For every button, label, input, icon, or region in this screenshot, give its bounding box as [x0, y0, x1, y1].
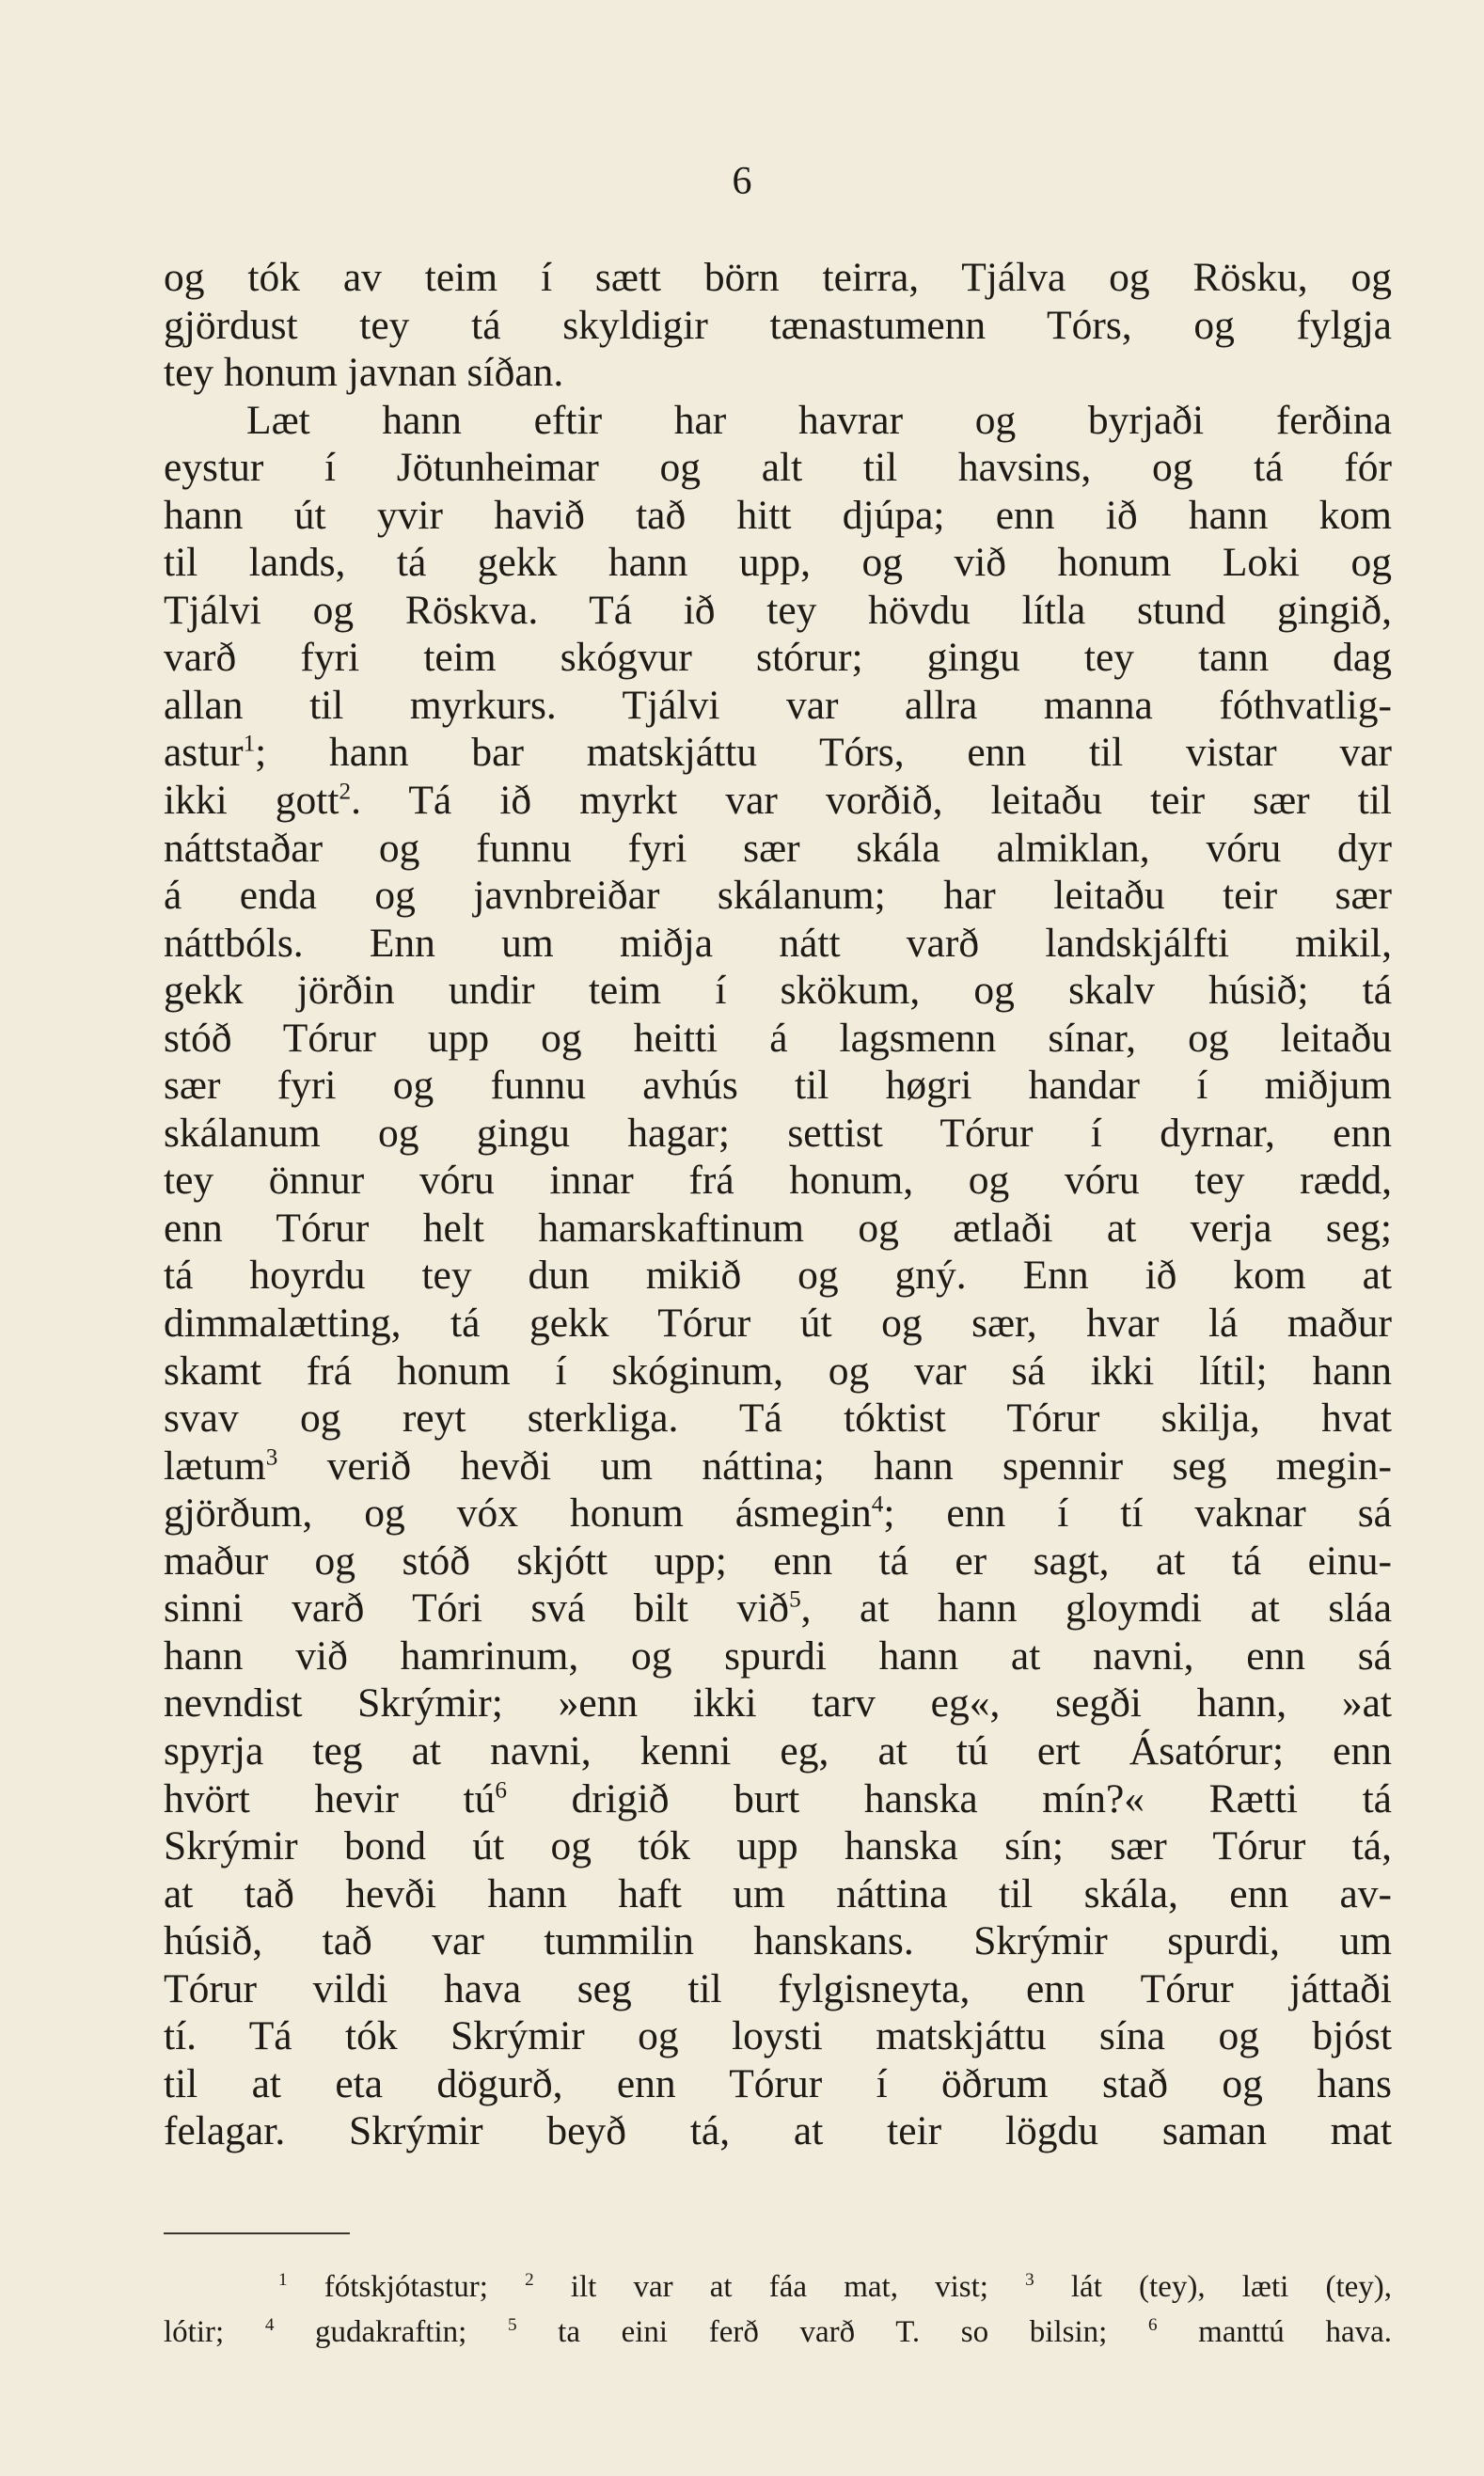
- text-line: ikki gott$^2$. Tá ið myrkt var vorðið, leitaðu teir sær til: [164, 778, 1392, 824]
- text-line: skálanum og gingu hagar; settist Tórur í dyrnar, enn: [164, 1110, 1392, 1156]
- page-number: 6: [732, 160, 752, 203]
- text-line: til lands, tá gekk hann upp, og við honum Loki og: [164, 540, 1392, 586]
- footnote-marker: 3: [1025, 2270, 1034, 2290]
- text-line: Læt hann eftir har havrar og byrjaði ferðina: [246, 397, 1392, 443]
- text-line: sinni varð Tóri svá bilt við$^5$, at hann gloymdi at sláa: [164, 1585, 1392, 1632]
- text-line: á enda og javnbreiðar skálanum; har leitaðu teir sær: [164, 873, 1392, 919]
- text-line: skamt frá honum í skóginum, og var sá ikki lítil; hann: [164, 1348, 1392, 1394]
- text-line: astur$^1$; hann bar matskjáttu Tórs, enn til vistar var: [164, 730, 1392, 776]
- text-line: og tók av teim í sætt börn teirra, Tjálva og Rösku, og: [164, 255, 1392, 300]
- text-line: tey honum javnan síðan.: [164, 350, 564, 396]
- text-line: svav og reyt sterkliga. Tá tóktist Tórur skilja, hvat: [164, 1396, 1392, 1442]
- text-line: varð fyri teim skógvur stórur; gingu tey tann dag: [164, 635, 1392, 681]
- footnote-ref: 1: [243, 731, 256, 757]
- footnote-divider: [164, 2232, 350, 2234]
- text-line: húsið, tað var tummilin hanskans. Skrýmir spurdi, um: [164, 1918, 1392, 1964]
- footnote-ref: 4: [871, 1491, 884, 1518]
- text-line: maður og stóð skjótt upp; enn tá er sagt, at tá einu-: [164, 1538, 1392, 1584]
- text-line: enn Tórur helt hamarskaftinum og ætlaði at verja seg;: [164, 1205, 1392, 1251]
- text-line: allan til myrkurs. Tjálvi var allra manna fóthvatlig-: [164, 682, 1392, 728]
- footnote-marker: 6: [1147, 2315, 1158, 2335]
- footnote-ref: 3: [265, 1444, 278, 1471]
- text-line: Skrýmir bond út og tók upp hanska sín; sær Tórur tá,: [164, 1823, 1392, 1869]
- body-text: [164, 254, 1392, 2155]
- text-line: tey önnur vóru innar frá honum, og vóru tey rædd,: [164, 1158, 1392, 1204]
- text-line: nevndist Skrýmir; »enn ikki tarv eg«, segði hann, »at: [164, 1680, 1392, 1727]
- footnote-line: $^1$ fótskjótastur; $^2$ ilt var at fáa mat, vist; $^3$ lát (tey), læti (tey),: [278, 2270, 1392, 2304]
- footnote-ref: 2: [339, 779, 352, 805]
- text-line: at tað hevði hann haft um náttina til skála, enn av-: [164, 1870, 1392, 1916]
- text-line: gjörðum, og vóx honum ásmegin$^4$; enn í tí vaknar sá: [164, 1490, 1392, 1537]
- text-line: dimmalætting, tá gekk Tórur út og sær, hvar lá maður: [164, 1301, 1392, 1347]
- text-line: hann út yvir havið tað hitt djúpa; enn ið hann kom: [164, 492, 1392, 538]
- footnote-marker: 2: [525, 2270, 534, 2290]
- footnotes: [164, 2264, 1392, 2355]
- text-line: stóð Tórur upp og heitti á lagsmenn sínar, og leitaðu: [164, 1015, 1392, 1061]
- text-line: Tjálvi og Röskva. Tá ið tey hövdu lítla stund gingið,: [164, 587, 1392, 633]
- footnote-marker: 4: [264, 2315, 275, 2335]
- text-line: hann við hamrinum, og spurdi hann at navni, enn sá: [164, 1632, 1392, 1679]
- text-line: spyrja teg at navni, kenni eg, at tú ert Ásatórur; enn: [164, 1727, 1392, 1774]
- text-line: gjördust tey tá skyldigir tænastumenn Tórs, og fylgja: [164, 302, 1392, 348]
- text-line: til at eta dögurð, enn Tórur í öðrum stað og hans: [164, 2060, 1392, 2106]
- footnote-ref: 6: [495, 1777, 507, 1803]
- text-line: tá hoyrdu tey dun mikið og gný. Enn ið kom at: [164, 1253, 1392, 1299]
- text-line: hvört hevir $tú^6$ drigið burt hanska mín?« Rætti tá: [164, 1775, 1392, 1822]
- footnote-ref: 5: [789, 1586, 801, 1613]
- text-line: tí. Tá tók Skrýmir og loysti matskjáttu sína og bjóst: [164, 2013, 1392, 2059]
- footnote-marker: 5: [507, 2315, 517, 2335]
- footnote-line: lótir; $^4$ gudakraftin; $^5$ ta eini ferð varð T. so bilsin; $^6$ manttú hava.: [164, 2315, 1392, 2349]
- text-line: eystur í Jötunheimar og alt til havsins, og tá fór: [164, 445, 1392, 491]
- text-line: Tórur vildi hava seg til fylgisneyta, enn Tórur játtaði: [164, 1965, 1392, 2011]
- footnote-marker: 1: [278, 2270, 288, 2290]
- text-line: sær fyri og funnu avhús til høgri handar í miðjum: [164, 1063, 1392, 1109]
- text-line: gekk jörðin undir teim í skökum, og skalv húsið; tá: [164, 968, 1392, 1014]
- text-line: felagar. Skrýmir beyð tá, at teir lögdu saman mat: [164, 2108, 1392, 2154]
- text-line: náttbóls. Enn um miðja nátt varð landskjálfti mikil,: [164, 920, 1392, 966]
- text-line: náttstaðar og funnu fyri sær skála almiklan, vóru dyr: [164, 825, 1392, 871]
- text-line: lætum$^3$ verið hevði um náttina; hann spennir seg megin-: [164, 1443, 1392, 1489]
